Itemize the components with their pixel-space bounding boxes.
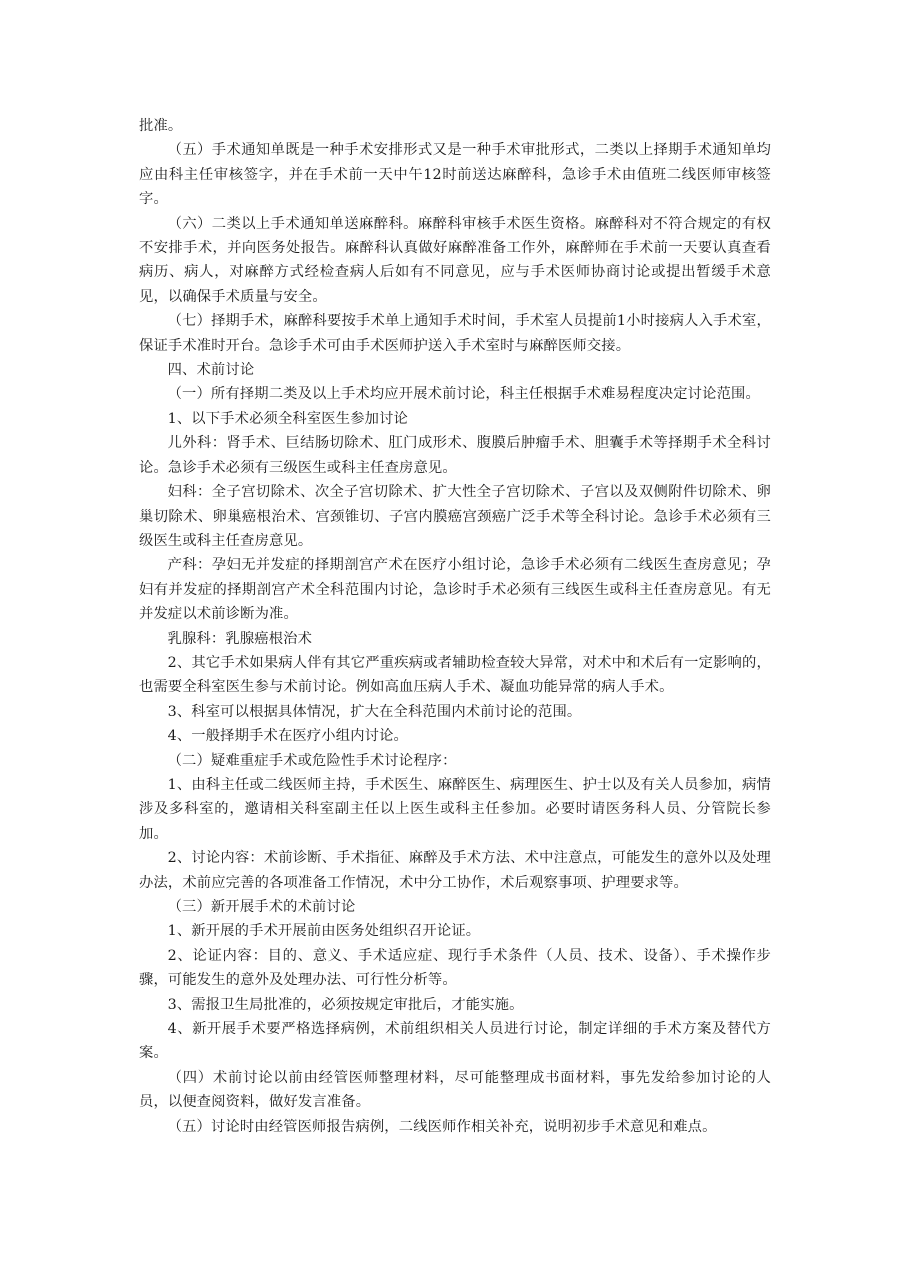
paragraph-13: 4、一般择期手术在医疗小组内讨论。: [167, 728, 408, 745]
paragraph-14: （二）疑难重症手术或危险性手术讨论程序：: [167, 752, 457, 769]
paragraph-6: 1、以下手术必须全科室医生参加讨论: [167, 410, 408, 427]
paragraph-23: （五）讨论时由经管医师报告病例，二线医师作相关补充，说明初步手术意见和难点。: [167, 1118, 717, 1135]
paragraph-1: （五）手术通知单既是一种手术安排形式又是一种手术审批形式，二类以上择期手术通知单均应由科主任审核签字，并在手术前一天中午12时前送达麻醉科，急诊手术由值班二线医师审核签字。: [139, 142, 771, 208]
section-heading-4: 四、术前讨论: [167, 362, 255, 379]
paragraph-17: （三）新开展手术的术前讨论: [167, 899, 356, 915]
paragraph-15: 1、由科主任或二线医师主持，手术医生、麻醉医生、病理医生、护士以及有关人员参加，病情涉及多科室的，邀请相关科室副主任以上医生或科主任参加。必要时请医务科人员、分管院长参加。: [139, 776, 771, 842]
paragraph-7: 儿外科：肾手术、巨结肠切除术、肛门成形术、腹膜后肿瘤手术、胆囊手术等择期手术全科讨论。急诊手术必须有三级医生或科主任查房意见。: [139, 435, 771, 476]
paragraph-12: 3、科室可以根据具体情况，扩大在全科范围内术前讨论的范围。: [167, 703, 582, 720]
paragraph-11: 2、其它手术如果病人伴有其它严重疾病或者辅助检查较大异常，对术中和术后有一定影响的，也需要全科室医生参与术前讨论。例如高血压病人手术、凝血功能异常的病人手术。: [139, 654, 771, 696]
paragraph-8: 妇科：全子宫切除术、次全子宫切除术、扩大性全子宫切除术、子宫以及双侧附件切除术、卵巢切除术、卵巢癌根治术、宫颈锥切、子宫内膜癌宫颈癌广泛手术等全科讨论。急诊手术必须有三级医生或科主任查房意见。: [139, 484, 771, 549]
paragraph-9: 产科：孕妇无并发症的择期剖宫产术在医疗小组讨论，急诊手术必须有二线医生查房意见；孕妇有并发症的择期剖宫产术全科范围内讨论，急诊时手术必须有三线医生或科主任查房意见。有无并发症以术前诊断为准。: [139, 557, 771, 623]
paragraph-18: 1、新开展的手术开展前由医务处组织召开论证。: [167, 923, 481, 940]
paragraph-22: （四）术前讨论以前由经管医师整理材料，尽可能整理成书面材料，事先发给参加讨论的人员，以便查阅资料，做好发言准备。: [139, 1069, 771, 1111]
paragraph-10: 乳腺科：乳腺癌根治术: [167, 630, 313, 647]
paragraph-16: 2、讨论内容：术前诊断、手术指征、麻醉及手术方法、术中注意点，可能发生的意外以及处理办法，术前应完善的各项准备工作情况，术中分工协作，术后观察事项、护理要求等。: [139, 850, 771, 891]
paragraph-5: （一）所有择期二类及以上手术均应开展术前讨论，科主任根据手术难易程度决定讨论范围。: [167, 386, 760, 403]
paragraph-2: （六）二类以上手术通知单送麻醉科。麻醉科审核手术医生资格。麻醉科对不符合规定的有权不安排手术，并向医务处报告。麻醉科认真做好麻醉准备工作外，麻醉师在手术前一天要认真查看病历、病人，对麻醉方式经检查病人后如有不同意见，应与手术医师协商讨论或提出暂缓手术意见，以确保手术质量与安全。: [139, 215, 771, 305]
paragraph-21: 4、新开展手术要严格选择病例，术前组织相关人员进行讨论，制定详细的手术方案及替代方案。: [139, 1021, 771, 1062]
paragraph-20: 3、需报卫生局批准的，必须按规定审批后，才能实施。: [167, 996, 524, 1013]
paragraph-19: 2、论证内容：目的、意义、手术适应症、现行手术条件（人员、技术、设备）、手术操作步骤，可能发生的意外及处理办法、可行性分析等。: [139, 947, 771, 989]
document-page: [139, 114, 771, 1139]
paragraph-0: 批准。: [139, 118, 183, 134]
paragraph-3: （七）择期手术，麻醉科要按手术单上通知手术时间，手术室人员提前1小时接病人入手术室，保证手术准时开台。急诊手术可由手术医师护送入手术室时与麻醉医师交接。: [139, 313, 771, 354]
